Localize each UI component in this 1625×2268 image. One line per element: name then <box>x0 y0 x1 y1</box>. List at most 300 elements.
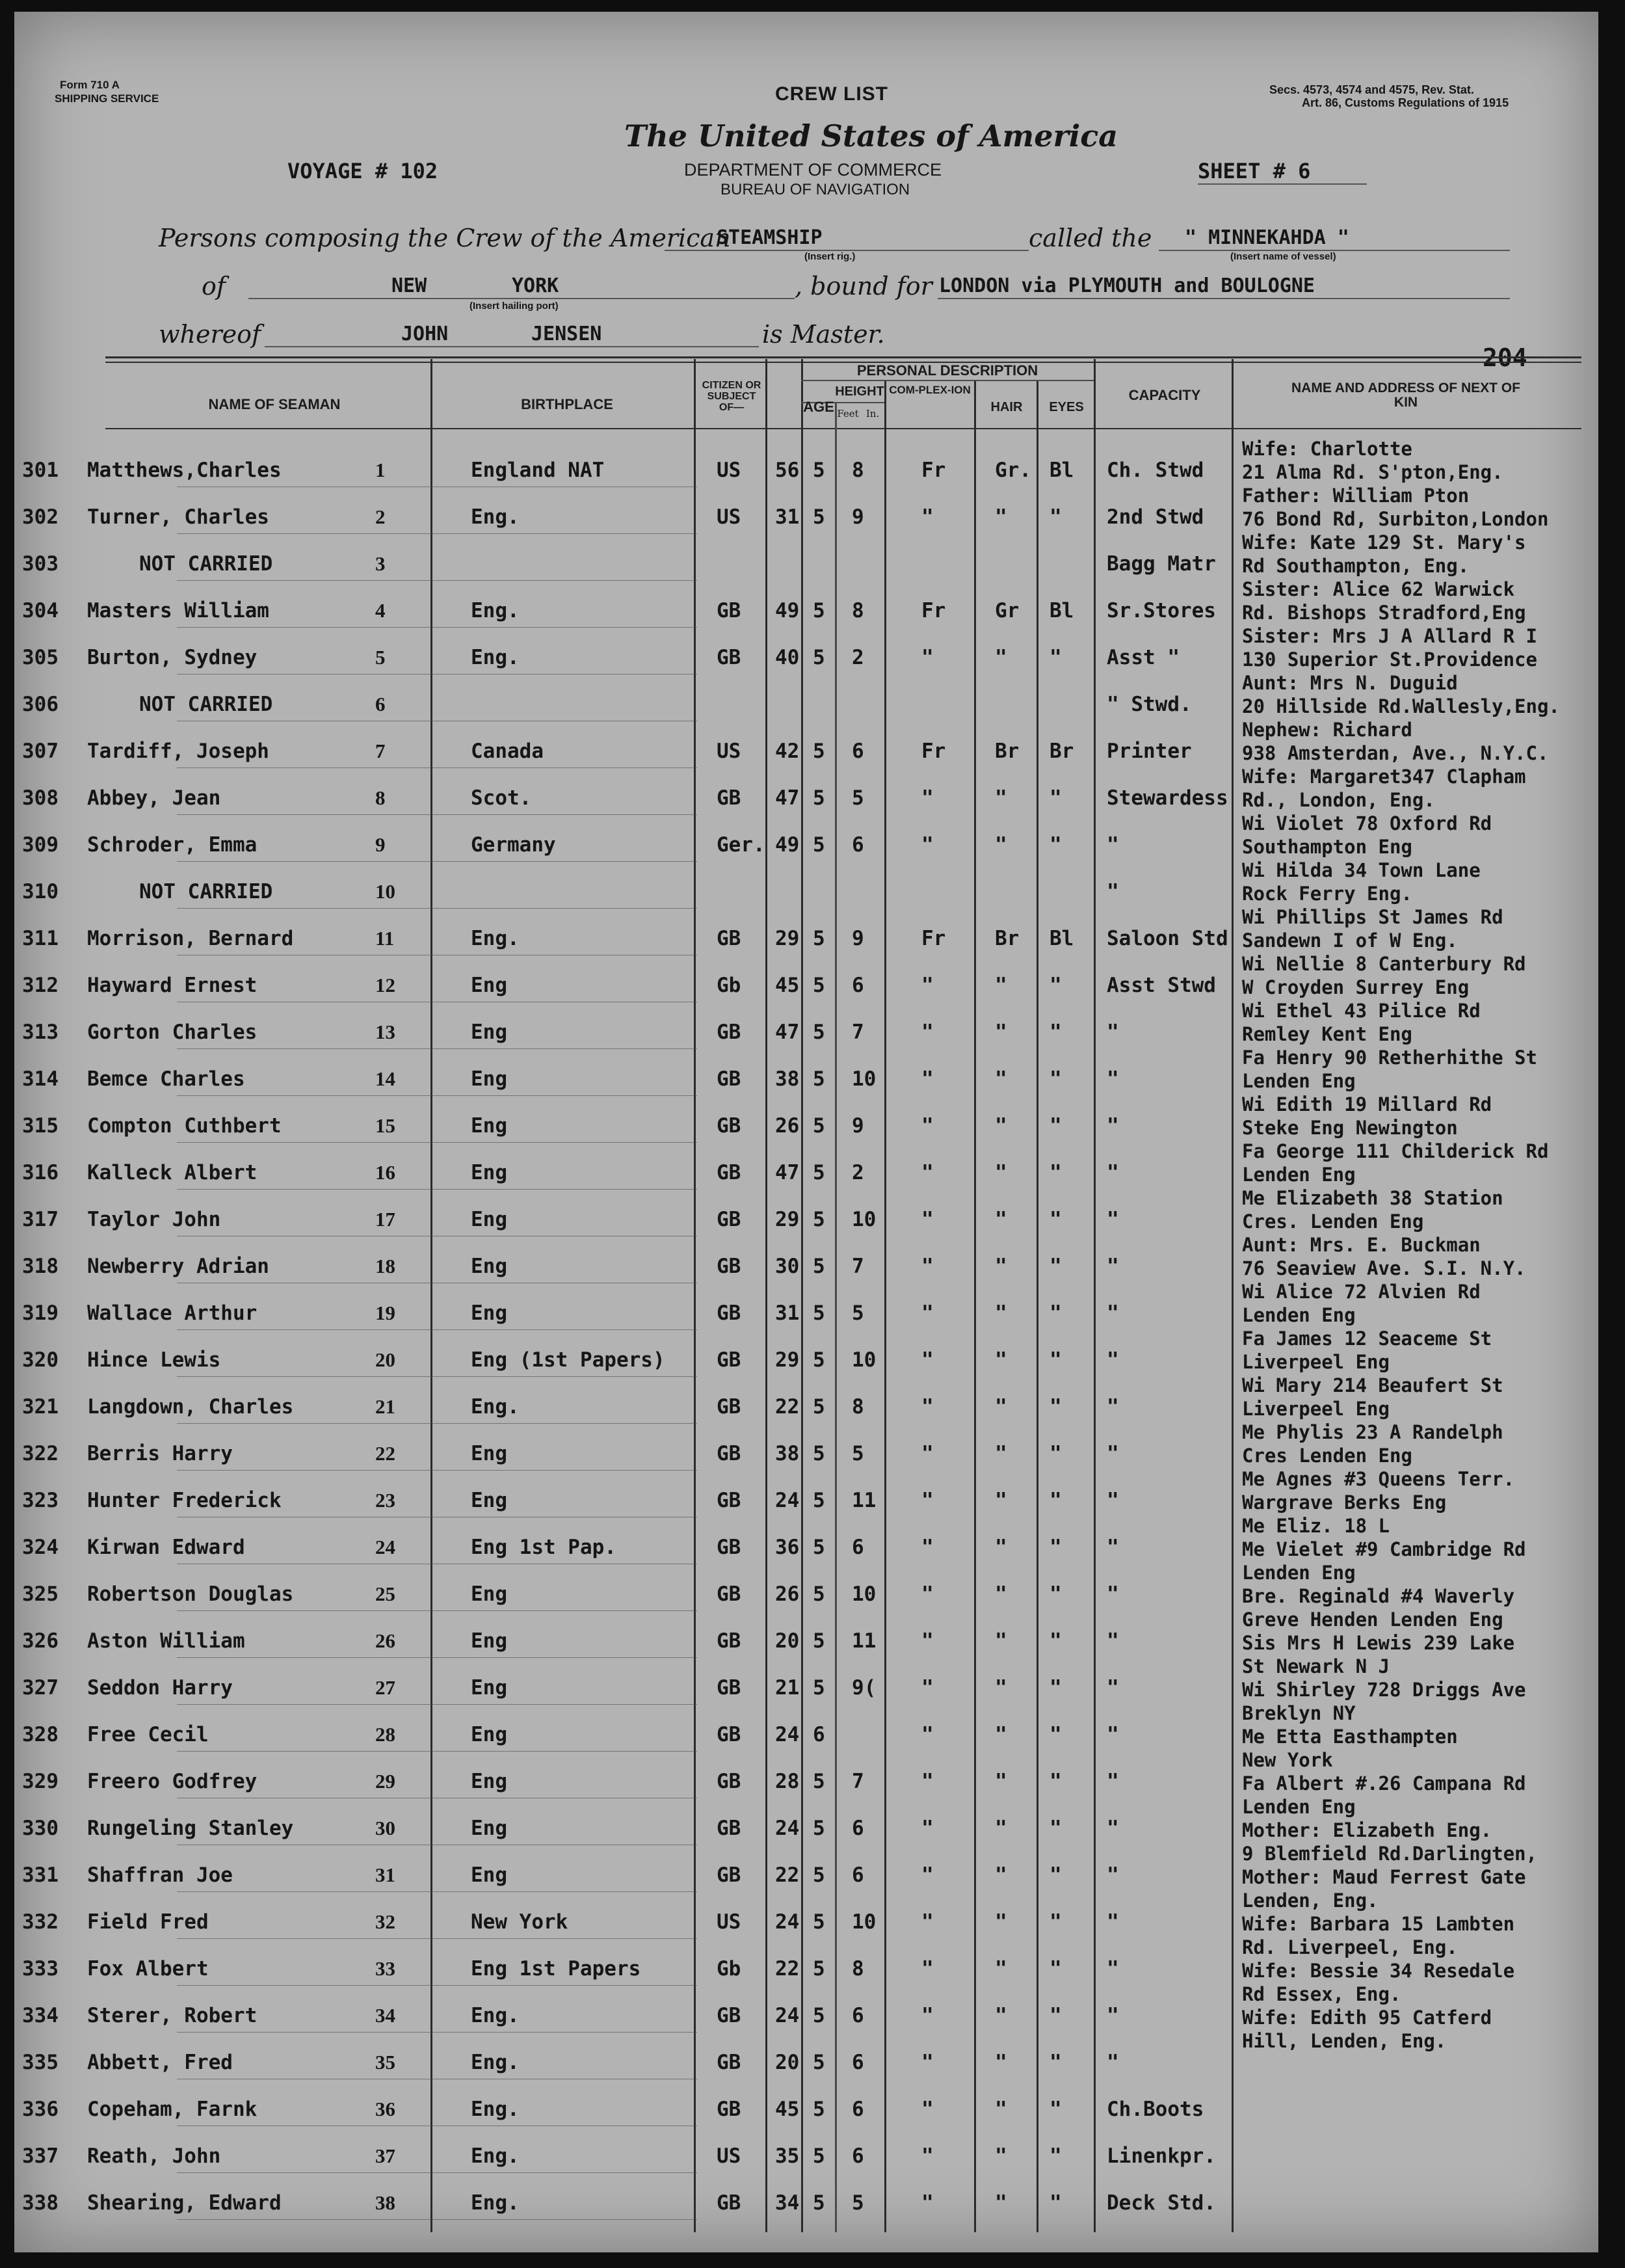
eyes: " <box>1050 1910 1062 1934</box>
row-number: 327 <box>22 1676 59 1700</box>
line-index: 7 <box>375 740 386 762</box>
seaman-name: Newberry Adrian <box>87 1255 269 1278</box>
age: 31 <box>775 505 800 529</box>
next-of-kin-line: Wi Ethel 43 Pilice Rd <box>1242 1000 1481 1022</box>
complexion: " <box>921 1582 934 1606</box>
row-rule <box>177 1329 697 1330</box>
hair: " <box>995 646 1007 669</box>
capacity: Ch.Boots <box>1107 2098 1204 2121</box>
row-number: 322 <box>22 1442 59 1465</box>
seaman-name: Kalleck Albert <box>87 1161 258 1184</box>
line-index: 34 <box>375 2004 395 2027</box>
seaman-name: Field Fred <box>87 1910 209 1934</box>
hair: " <box>995 1114 1007 1138</box>
line-index: 18 <box>375 1255 395 1277</box>
next-of-kin-line: Wife: Edith 95 Catferd <box>1242 2007 1492 2029</box>
destination-field <box>938 274 1510 299</box>
department: DEPARTMENT OF COMMERCE <box>684 160 942 180</box>
height-inches: 9 <box>852 927 864 950</box>
hair: " <box>995 833 1007 857</box>
line-index: 15 <box>375 1114 395 1137</box>
line-index: 23 <box>375 1489 395 1512</box>
seaman-name: NOT CARRIED <box>139 552 273 576</box>
row-rule <box>177 908 697 909</box>
eyes: " <box>1050 2051 1062 2074</box>
seaman-name: Aston William <box>87 1629 245 1653</box>
line-index: 5 <box>375 646 386 669</box>
capacity: " <box>1107 1723 1119 1746</box>
regulation-line-2: Art. 86, Customs Regulations of 1915 <box>1302 96 1509 109</box>
seaman-name: Gorton Charles <box>87 1021 258 1044</box>
citizenship: GB <box>717 1348 741 1372</box>
capacity: Bagg Matr <box>1107 552 1216 576</box>
citizenship: GB <box>717 1863 741 1887</box>
citizenship: GB <box>717 1723 741 1746</box>
next-of-kin-line: Rd. Liverpeel, Eng. <box>1242 1936 1458 1958</box>
capacity: " <box>1107 1770 1119 1793</box>
complexion: " <box>921 974 934 997</box>
eyes: " <box>1050 1348 1062 1372</box>
bureau: BUREAU OF NAVIGATION <box>720 181 910 198</box>
line-index: 10 <box>375 880 395 903</box>
rig-field <box>665 226 1029 251</box>
next-of-kin-line: Fa Henry 90 Retherhithe St <box>1242 1047 1537 1069</box>
eyes: " <box>1050 1208 1062 1231</box>
called-the-label: called the <box>1029 224 1152 252</box>
seaman-name: Abbett, Fred <box>87 2051 233 2074</box>
birthplace: Eng. <box>471 599 520 622</box>
next-of-kin-line: Hill, Lenden, Eng. <box>1242 2030 1447 2052</box>
row-rule <box>177 1376 697 1377</box>
height-feet: 5 <box>813 599 825 622</box>
crew-list-title: CREW LIST <box>775 83 888 105</box>
next-of-kin-line: Mother: Elizabeth Eng. <box>1242 1819 1492 1841</box>
complexion: " <box>921 1395 934 1419</box>
table-row <box>14 2050 1598 2097</box>
header-next-of-kin: NAME AND ADDRESS OF NEXT OF KIN <box>1291 380 1520 410</box>
row-number: 308 <box>22 786 59 810</box>
capacity: " <box>1107 1161 1119 1184</box>
birthplace: Eng. <box>471 2004 520 2027</box>
eyes: " <box>1050 505 1062 529</box>
line-index: 21 <box>375 1395 395 1418</box>
height-inches: 10 <box>852 1582 877 1606</box>
age: 20 <box>775 2051 800 2074</box>
capacity: " <box>1107 1536 1119 1559</box>
capacity: " <box>1107 1442 1119 1465</box>
master-field <box>265 323 759 347</box>
line-index: 25 <box>375 1582 395 1605</box>
height-inches: 8 <box>852 459 864 482</box>
birthplace: Eng <box>471 1629 507 1653</box>
citizenship: GB <box>717 1489 741 1512</box>
next-of-kin-line: Father: William Pton <box>1242 485 1470 507</box>
line-index: 4 <box>375 599 386 622</box>
age: 24 <box>775 2004 800 2027</box>
row-number: 305 <box>22 646 59 669</box>
height-inches: 5 <box>852 2191 864 2215</box>
capacity: " <box>1107 1301 1119 1325</box>
next-of-kin-line: Wi Hilda 34 Town Lane <box>1242 859 1481 881</box>
seaman-name: Shaffran Joe <box>87 1863 233 1887</box>
complexion: " <box>921 1442 934 1465</box>
hair: " <box>995 1817 1007 1840</box>
eyes: " <box>1050 786 1062 810</box>
seaman-name: Schroder, Emma <box>87 833 258 857</box>
birthplace: England NAT <box>471 459 605 482</box>
capacity: " <box>1107 880 1119 903</box>
complexion: " <box>921 2004 934 2027</box>
complexion: " <box>921 1957 934 1981</box>
birthplace: Eng. <box>471 2098 520 2121</box>
birthplace: Eng. <box>471 2191 520 2215</box>
height-feet: 5 <box>813 740 825 763</box>
birthplace: Eng <box>471 974 507 997</box>
citizenship: GB <box>717 1817 741 1840</box>
capacity: " <box>1107 2004 1119 2027</box>
header-bottom-rule <box>105 428 1581 429</box>
complexion: " <box>921 786 934 810</box>
seaman-name: Sterer, Robert <box>87 2004 258 2027</box>
line-index: 16 <box>375 1161 395 1184</box>
height-feet: 5 <box>813 1957 825 1981</box>
next-of-kin-line: Remley Kent Eng <box>1242 1023 1412 1045</box>
age: 22 <box>775 1863 800 1887</box>
form-service: SHIPPING SERVICE <box>55 92 159 105</box>
row-number: 336 <box>22 2098 59 2121</box>
height-feet: 5 <box>813 2004 825 2027</box>
crew-line-label: Persons composing the Crew of the American <box>159 224 731 252</box>
header-age: AGE <box>803 399 834 415</box>
row-rule <box>177 1610 697 1611</box>
complexion: Fr <box>921 599 946 622</box>
seaman-name: Freero Godfrey <box>87 1770 258 1793</box>
row-rule <box>177 1189 697 1190</box>
row-rule <box>177 627 697 628</box>
port-field <box>248 274 795 299</box>
seaman-name: Hayward Ernest <box>87 974 258 997</box>
hair: Gr <box>995 599 1020 622</box>
age: 49 <box>775 833 800 857</box>
capacity: " <box>1107 1489 1119 1512</box>
next-of-kin-line: Fa James 12 Seaceme St <box>1242 1327 1492 1350</box>
complexion: " <box>921 646 934 669</box>
of-label: of <box>202 272 226 300</box>
table-row <box>14 2097 1598 2144</box>
eyes: " <box>1050 1301 1062 1325</box>
complexion: Fr <box>921 740 946 763</box>
hair: " <box>995 1957 1007 1981</box>
row-rule <box>177 2172 697 2173</box>
next-of-kin-line: Wi Nellie 8 Canterbury Rd <box>1242 953 1526 975</box>
header-inches: In. <box>865 408 880 420</box>
next-of-kin-line: 76 Seaview Ave. S.I. N.Y. <box>1242 1257 1526 1279</box>
next-of-kin-line: Rd. Bishops Stradford,Eng <box>1242 602 1526 624</box>
birthplace: Eng. <box>471 505 520 529</box>
row-rule <box>177 1470 697 1471</box>
row-number: 338 <box>22 2191 59 2215</box>
line-index: 8 <box>375 786 386 809</box>
height-inches: 6 <box>852 1863 864 1887</box>
vessel-value: " MINNEKAHDA " <box>1185 226 1349 249</box>
seaman-name: Hunter Frederick <box>87 1489 282 1512</box>
hair: Br <box>995 740 1020 763</box>
height-feet: 5 <box>813 1255 825 1278</box>
hair: " <box>995 1021 1007 1044</box>
line-index: 37 <box>375 2144 395 2167</box>
next-of-kin-line: Fa George 111 Childerick Rd <box>1242 1140 1549 1162</box>
line-index: 17 <box>375 1208 395 1231</box>
eyes: " <box>1050 1395 1062 1419</box>
height-inches: 6 <box>852 2098 864 2121</box>
complexion: " <box>921 1910 934 1934</box>
height-feet: 5 <box>813 459 825 482</box>
row-number: 314 <box>22 1067 59 1091</box>
age: 38 <box>775 1067 800 1091</box>
personal-desc-rule <box>801 380 1094 381</box>
complexion: " <box>921 833 934 857</box>
row-rule <box>177 1704 697 1705</box>
age: 45 <box>775 2098 800 2121</box>
eyes: " <box>1050 1442 1062 1465</box>
age: 30 <box>775 1255 800 1278</box>
eyes: " <box>1050 1629 1062 1653</box>
eyes: " <box>1050 2191 1062 2215</box>
citizenship: GB <box>717 1067 741 1091</box>
row-rule <box>177 1891 697 1892</box>
next-of-kin-line: 76 Bond Rd, Surbiton,London <box>1242 508 1549 530</box>
seaman-name: Shearing, Edward <box>87 2191 282 2215</box>
height-feet: 5 <box>813 1817 825 1840</box>
eyes: " <box>1050 2098 1062 2121</box>
row-number: 302 <box>22 505 59 529</box>
next-of-kin-line: Sis Mrs H Lewis 239 Lake <box>1242 1632 1515 1654</box>
row-number: 321 <box>22 1395 59 1419</box>
next-of-kin-line: Lenden Eng <box>1242 1562 1356 1584</box>
row-rule <box>177 1938 697 1939</box>
hair: " <box>995 1067 1007 1091</box>
hair: " <box>995 1723 1007 1746</box>
next-of-kin-line: Cres. Lenden Eng <box>1242 1210 1424 1233</box>
birthplace: Germany <box>471 833 556 857</box>
row-number: 309 <box>22 833 59 857</box>
citizenship: GB <box>717 1582 741 1606</box>
eyes: " <box>1050 1021 1062 1044</box>
table-row <box>14 2144 1598 2191</box>
height-inches: 10 <box>852 1208 877 1231</box>
capacity: Ch. Stwd <box>1107 459 1204 482</box>
next-of-kin-line: Me Etta Easthampten <box>1242 1726 1458 1748</box>
complexion: " <box>921 1348 934 1372</box>
row-number: 320 <box>22 1348 59 1372</box>
whereof-label: whereof <box>159 320 261 349</box>
line-index: 19 <box>375 1301 395 1324</box>
next-of-kin-line: 20 Hillside Rd.Wallesly,Eng. <box>1242 695 1560 717</box>
complexion: " <box>921 1536 934 1559</box>
height-inches: 6 <box>852 1817 864 1840</box>
eyes: " <box>1050 1676 1062 1700</box>
height-feet: 5 <box>813 1536 825 1559</box>
citizenship: Ger. <box>717 833 765 857</box>
eyes: Br <box>1050 740 1074 763</box>
next-of-kin-line: New York <box>1242 1749 1333 1771</box>
birthplace: Eng <box>471 1582 507 1606</box>
next-of-kin-line: Rd Southampton, Eng. <box>1242 555 1470 577</box>
document-title: The United States of America <box>624 118 1118 153</box>
line-index: 31 <box>375 1863 395 1886</box>
eyes: " <box>1050 1770 1062 1793</box>
line-index: 22 <box>375 1442 395 1465</box>
next-of-kin-line: 21 Alma Rd. S'pton,Eng. <box>1242 461 1503 483</box>
citizenship: GB <box>717 1021 741 1044</box>
eyes: " <box>1050 1161 1062 1184</box>
next-of-kin-line: Wife: Charlotte <box>1242 438 1412 460</box>
hair: " <box>995 1255 1007 1278</box>
row-rule <box>177 861 697 862</box>
capacity: " <box>1107 1817 1119 1840</box>
vessel-field <box>1159 226 1510 251</box>
eyes: " <box>1050 2144 1062 2168</box>
citizenship: GB <box>717 2004 741 2027</box>
height-feet: 5 <box>813 1676 825 1700</box>
next-of-kin-line: Steke Eng Newington <box>1242 1117 1458 1139</box>
row-number: 326 <box>22 1629 59 1653</box>
age: 21 <box>775 1676 800 1700</box>
complexion: " <box>921 2098 934 2121</box>
next-of-kin-line: Liverpeel Eng <box>1242 1398 1390 1420</box>
seaman-name: NOT CARRIED <box>139 880 273 903</box>
row-number: 337 <box>22 2144 59 2168</box>
line-index: 30 <box>375 1817 395 1839</box>
row-number: 307 <box>22 740 59 763</box>
capacity: " <box>1107 1255 1119 1278</box>
age: 36 <box>775 1536 800 1559</box>
birthplace: Eng <box>471 1770 507 1793</box>
capacity: 2nd Stwd <box>1107 505 1204 529</box>
row-rule <box>177 814 697 815</box>
citizenship: US <box>717 505 741 529</box>
citizenship: Gb <box>717 974 741 997</box>
age: 24 <box>775 1489 800 1512</box>
age: 22 <box>775 1395 800 1419</box>
capacity: " <box>1107 1348 1119 1372</box>
height-inches: 10 <box>852 1067 877 1091</box>
eyes: Bl <box>1050 927 1074 950</box>
birthplace: Eng <box>471 1489 507 1512</box>
age: 24 <box>775 1817 800 1840</box>
hair: " <box>995 1770 1007 1793</box>
seaman-name: Matthews,Charles <box>87 459 282 482</box>
height-feet: 5 <box>813 833 825 857</box>
birthplace: Eng <box>471 1255 507 1278</box>
complexion: " <box>921 1255 934 1278</box>
line-index: 6 <box>375 693 386 715</box>
birthplace: Eng <box>471 1863 507 1887</box>
capacity: Deck Std. <box>1107 2191 1216 2215</box>
eyes: " <box>1050 1489 1062 1512</box>
row-number: 319 <box>22 1301 59 1325</box>
row-number: 304 <box>22 599 59 622</box>
capacity: " <box>1107 1208 1119 1231</box>
row-rule <box>177 1423 697 1424</box>
hair: " <box>995 1629 1007 1653</box>
hair: " <box>995 1676 1007 1700</box>
next-of-kin-line: Wife: Barbara 15 Lambten <box>1242 1913 1515 1935</box>
height-feet: 5 <box>813 1301 825 1325</box>
rig-value: STEAMSHIP <box>717 226 823 249</box>
hair: " <box>995 2051 1007 2074</box>
age: 29 <box>775 1208 800 1231</box>
line-index: 1 <box>375 459 386 481</box>
header-complexion: COM-PLEX-ION <box>889 384 971 396</box>
age: 26 <box>775 1582 800 1606</box>
citizenship: GB <box>717 1676 741 1700</box>
seaman-name: Robertson Douglas <box>87 1582 294 1606</box>
height-inches: 11 <box>852 1489 877 1512</box>
height-inches: 6 <box>852 2144 864 2168</box>
birthplace: Eng 1st Papers <box>471 1957 641 1981</box>
next-of-kin-line: Sandewn I of W Eng. <box>1242 929 1458 952</box>
rig-hint: (Insert rig.) <box>804 251 856 262</box>
capacity: " <box>1107 1582 1119 1606</box>
row-rule <box>177 1657 697 1658</box>
row-number: 312 <box>22 974 59 997</box>
line-index: 11 <box>375 927 395 950</box>
complexion: " <box>921 1629 934 1653</box>
height-feet: 5 <box>813 1770 825 1793</box>
next-of-kin-line: Wi Edith 19 Millard Rd <box>1242 1093 1492 1115</box>
height-feet: 6 <box>813 1723 825 1746</box>
header-hair: HAIR <box>990 400 1023 414</box>
birthplace: Eng <box>471 1021 507 1044</box>
complexion: " <box>921 1676 934 1700</box>
next-of-kin-line: Cres Lenden Eng <box>1242 1445 1412 1467</box>
eyes: " <box>1050 1067 1062 1091</box>
next-of-kin-line: Rock Ferry Eng. <box>1242 883 1412 905</box>
header-citizen: CITIZEN OR SUBJECT OF— <box>702 380 761 413</box>
hair: " <box>995 2098 1007 2121</box>
line-index: 3 <box>375 552 386 575</box>
next-of-kin-line: Aunt: Mrs N. Duguid <box>1242 672 1458 694</box>
hair: " <box>995 1863 1007 1887</box>
height-inches: 11 <box>852 1629 877 1653</box>
citizenship: Gb <box>717 1957 741 1981</box>
next-of-kin-line: 938 Amsterdan, Ave., N.Y.C. <box>1242 742 1549 764</box>
hair: " <box>995 2144 1007 2168</box>
height-feet: 5 <box>813 1161 825 1184</box>
next-of-kin-line: Lenden Eng <box>1242 1304 1356 1326</box>
next-of-kin-line: Lenden Eng <box>1242 1070 1356 1092</box>
hair: " <box>995 1395 1007 1419</box>
row-number: 331 <box>22 1863 59 1887</box>
capacity: Saloon Std <box>1107 927 1228 950</box>
next-of-kin-line: Wife: Kate 129 St. Mary's <box>1242 531 1526 554</box>
eyes: " <box>1050 1114 1062 1138</box>
hair: " <box>995 1489 1007 1512</box>
height-feet: 5 <box>813 1114 825 1138</box>
line-index: 9 <box>375 833 386 856</box>
next-of-kin-line: Aunt: Mrs. E. Buckman <box>1242 1234 1481 1256</box>
height-feet: 5 <box>813 927 825 950</box>
age: 24 <box>775 1910 800 1934</box>
complexion: Fr <box>921 459 946 482</box>
row-number: 330 <box>22 1817 59 1840</box>
birthplace: Eng <box>471 1161 507 1184</box>
complexion: " <box>921 1301 934 1325</box>
row-number: 317 <box>22 1208 59 1231</box>
birthplace: Eng <box>471 1208 507 1231</box>
capacity: Asst Stwd <box>1107 974 1216 997</box>
